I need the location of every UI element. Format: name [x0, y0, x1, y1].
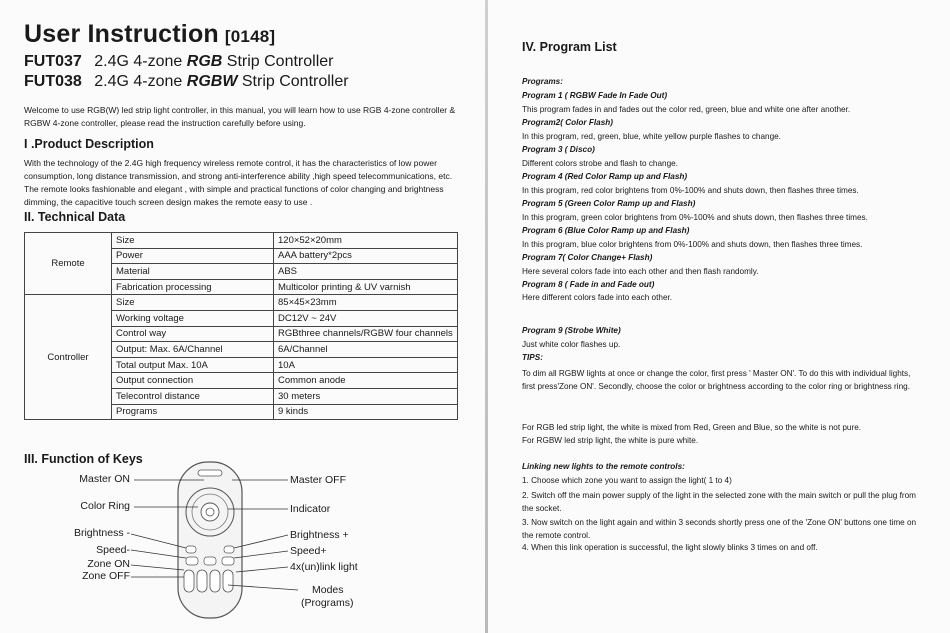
- param-name: Size: [112, 233, 274, 249]
- model-id: FUT038: [24, 73, 82, 90]
- key-label-programs: (Programs): [301, 597, 354, 609]
- rgb-note: For RGB led strip light, the white is mixed from Red, Green and Blue, so the white is not pure.: [522, 423, 862, 432]
- rgbw-note: For RGBW led strip light, the white is pure white.: [522, 436, 699, 445]
- program-desc: In this program, blue color brightens from 0%-100% and shuts down, then flashes three times.: [522, 240, 863, 249]
- program-title: Program 8 ( Fade in and Fade out): [522, 280, 655, 289]
- program-desc: This program fades in and fades out the color red, green, blue and white one after another.: [522, 105, 851, 114]
- table-row: [25, 295, 458, 311]
- programs-label: Programs:: [522, 77, 563, 86]
- product-text: With the technology of the 2.4G high frequency wireless remote control, it has the characteristics of low power consumption, long distance transmission, and strong anti-interference ability ,high speed telecommunications, etc. The remote looks fashionable and elegant , with simple and practical functions of color changing and brightness dimming, the capacitive touch screen design makes the remote easy to use .: [24, 158, 453, 207]
- param-name: Power: [112, 248, 274, 264]
- key-label-brightness-plus: Brightness +: [290, 529, 349, 541]
- key-label-modes: Modes: [312, 584, 344, 596]
- param-name: Fabrication processing: [112, 279, 274, 295]
- param-value: Multicolor printing & UV varnish: [274, 279, 458, 295]
- program-title: Program 1 ( RGBW Fade In Fade Out): [522, 91, 668, 100]
- model-id: FUT037: [24, 53, 82, 70]
- param-name: Programs: [112, 404, 274, 420]
- param-name: Output: Max. 6A/Channel: [112, 342, 274, 358]
- param-value: 30 meters: [274, 388, 458, 404]
- param-name: Working voltage: [112, 310, 274, 326]
- tech-data-table: [24, 232, 458, 420]
- program-desc: Here different colors fade into each other.: [522, 293, 673, 302]
- program-desc: Just white color flashes up.: [522, 340, 621, 349]
- key-label-speed-plus: Speed+: [290, 545, 327, 557]
- program-title: Program 3 ( Disco): [522, 145, 595, 154]
- program-desc: In this program, red, green, blue, white yellow purple flashes to change.: [522, 132, 781, 141]
- tech-heading: II. Technical Data: [24, 210, 126, 224]
- key-label-link-light: 4x(un)link light: [290, 561, 358, 573]
- tips-label: TIPS:: [522, 353, 543, 362]
- key-label-zone-on: Zone ON: [87, 558, 130, 570]
- linking-step: 3. Now switch on the light again and within 3 seconds shortly press one of the 'Zone ON' buttons one time on the remote control.: [522, 518, 917, 540]
- group-controller: Controller: [25, 295, 112, 420]
- linking-step: 1. Choose which zone you want to assign the light( 1 to 4): [522, 476, 732, 485]
- program-title: Program 5 (Green Color Ramp up and Flash): [522, 199, 696, 208]
- param-value: AAA battery*2pcs: [274, 248, 458, 264]
- param-value: RGBthree channels/RGBW four channels: [274, 326, 458, 342]
- key-label-zone-off: Zone OFF: [82, 570, 130, 582]
- param-value: 10A: [274, 357, 458, 373]
- right-page: [488, 0, 950, 633]
- program-title: Program 9 (Strobe White): [522, 326, 621, 335]
- param-value: 120×52×20mm: [274, 233, 458, 249]
- program-title: Program 6 (Blue Color Ramp up and Flash): [522, 226, 690, 235]
- param-value: 6A/Channel: [274, 342, 458, 358]
- param-name: Control way: [112, 326, 274, 342]
- program-title: Program 4 (Red Color Ramp up and Flash): [522, 172, 688, 181]
- param-name: Output connection: [112, 373, 274, 389]
- key-label-master-on: Master ON: [79, 473, 130, 485]
- key-label-brightness-minus: Brightness -: [73, 527, 130, 539]
- group-remote: Remote: [25, 233, 112, 295]
- program-title: Program 7( Color Change+ Flash): [522, 253, 653, 262]
- param-value: 9 kinds: [274, 404, 458, 420]
- key-label-speed-minus: Speed-: [96, 544, 130, 556]
- key-label-master-off: Master OFF: [290, 474, 347, 486]
- program-title: Program2( Color Flash): [522, 118, 613, 127]
- table-row: [25, 233, 458, 249]
- param-value: DC12V ~ 24V: [274, 310, 458, 326]
- model-line-2: FUT038 2.4G 4-zone RGBW Strip Controller: [24, 73, 349, 90]
- intro-text: Welcome to use RGB(W) led strip light controller, in this manual, you will learn how to use RGB 4-zone controller & RGBW 4-zone controller, please read the instruction carefully before using.: [24, 105, 456, 128]
- keys-heading: III. Function of Keys: [24, 452, 143, 466]
- linking-heading: Linking new lights to the remote controls:: [522, 462, 685, 471]
- key-label-indicator: Indicator: [290, 503, 331, 515]
- param-value: ABS: [274, 264, 458, 280]
- param-name: Size: [112, 295, 274, 311]
- remote-control-illustration: [176, 460, 244, 620]
- program-desc: In this program, green color brightens from 0%-100% and shuts down, then flashes three times.: [522, 213, 868, 222]
- param-name: Material: [112, 264, 274, 280]
- product-heading: I .Product Description: [24, 137, 154, 151]
- document-code: [0148]: [224, 27, 276, 46]
- document-title: User Instruction [0148]: [24, 20, 276, 48]
- param-name: Total output Max. 10A: [112, 357, 274, 373]
- tips-text: To dim all RGBW lights at once or change the color, first press ' Master ON'. To do this with individual lights, first press'Zone ON'. Secondly, choose the color or brightness according to the color ring or brightness ring.: [522, 369, 911, 391]
- linking-step: 2. Switch off the main power supply of the light in the selected zone with the main switch or pull the plug from the socket.: [522, 491, 916, 513]
- program-desc: Here several colors fade into each other and then flash randomly.: [522, 267, 759, 276]
- param-value: Common anode: [274, 373, 458, 389]
- program-desc: In this program, red color brightens from 0%-100% and shuts down, then flashes three times.: [522, 186, 859, 195]
- param-value: 85×45×23mm: [274, 295, 458, 311]
- param-name: Telecontrol distance: [112, 388, 274, 404]
- linking-step: 4. When this link operation is successful, the light slowly blinks 3 times on and off.: [522, 543, 818, 552]
- program-list-heading: IV. Program List: [522, 40, 617, 54]
- key-label-color-ring: Color Ring: [80, 500, 130, 512]
- program-desc: Different colors strobe and flash to change.: [522, 159, 678, 168]
- model-line-1: FUT037 2.4G 4-zone RGB Strip Controller: [24, 53, 334, 70]
